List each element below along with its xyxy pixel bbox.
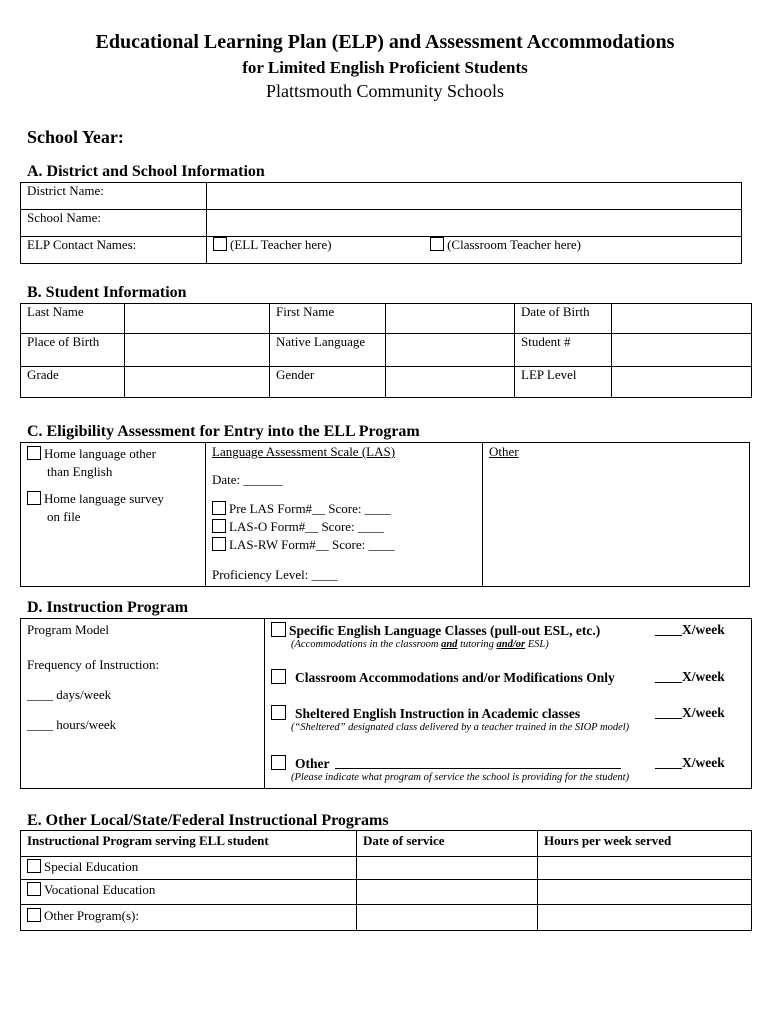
col-date-header: Date of service [357,831,538,857]
option-classroom-accommodations[interactable]: Classroom Accommodations and/or Modifications Only [271,669,615,686]
section-c-table [20,442,750,587]
first-name-label: First Name [270,304,386,334]
special-education-option[interactable]: Special Education [21,857,357,880]
grade-label: Grade [21,367,125,398]
eligibility-criteria-cell [21,443,206,587]
section-b-heading: B. Student Information [27,284,187,301]
ell-teacher-option[interactable]: (ELL Teacher here) [213,237,332,252]
frequency-label: Frequency of Instruction: [27,657,160,672]
las-rw-option[interactable]: LAS-RW Form#__ Score: ____ [212,536,476,554]
district-name-field[interactable] [207,183,742,210]
home-language-survey-line2: on file [47,509,81,524]
checkbox-icon[interactable] [27,446,41,460]
last-name-field[interactable] [125,304,270,334]
checkbox-icon[interactable] [27,859,41,873]
table-row [21,857,752,880]
pre-las-option[interactable]: Pre LAS Form#__ Score: ____ [212,500,476,518]
classroom-teacher-option[interactable]: (Classroom Teacher here) [430,237,581,252]
district-name-label: District Name: [21,183,207,210]
days-per-week: ____ days/week [27,687,112,702]
school-year-label: School Year: [27,127,124,147]
hours-field[interactable] [538,905,752,931]
section-a-table [20,182,742,264]
contact-names-field [207,237,742,264]
checkbox-icon[interactable] [27,882,41,896]
hours-field[interactable] [538,857,752,880]
col-program-header: Instructional Program serving ELL student [21,831,357,857]
option-esl-classes[interactable]: Specific English Language Classes (pull-out ESL, etc.) [271,622,600,639]
document-title: Educational Learning Plan (ELP) and Assessment Accommodations [95,31,675,53]
first-name-field[interactable] [386,304,515,334]
date-field[interactable] [357,880,538,905]
native-language-label: Native Language [270,334,386,367]
gender-label: Gender [270,367,386,398]
date-field[interactable] [357,857,538,880]
section-e-table [20,830,752,931]
program-model-cell [21,619,265,789]
dob-field[interactable] [612,304,752,334]
option-sheltered-english[interactable]: Sheltered English Instruction in Academic classes [271,705,580,722]
las-o-option[interactable]: LAS-O Form#__ Score: ____ [212,518,476,536]
school-name-field[interactable] [207,210,742,237]
other-program-line[interactable] [335,768,621,769]
checkbox-icon[interactable] [212,519,226,533]
section-a-heading: A. District and School Information [27,163,265,180]
home-language-other-option[interactable]: Home language other [27,445,199,463]
date-field[interactable] [357,905,538,931]
esl-frequency: ____X/week [655,622,725,637]
checkbox-icon[interactable] [213,237,227,251]
col-hours-header: Hours per week served [538,831,752,857]
option-other[interactable]: Other [271,755,330,772]
esl-note: (Accommodations in the classroom and tutoring and/or ESL) [291,639,549,650]
las-date: Date: ______ [212,472,283,487]
checkbox-icon[interactable] [271,669,286,684]
document-subtitle: for Limited English Proficient Students [242,58,528,77]
checkbox-icon[interactable] [27,908,41,922]
school-name-label: School Name: [21,210,207,237]
table-header-row [21,831,752,857]
section-e-heading: E. Other Local/State/Federal Instructional Programs [27,812,389,829]
checkbox-icon[interactable] [430,237,444,251]
contact-names-label: ELP Contact Names: [21,237,207,264]
section-b-table [20,303,752,398]
checkbox-icon[interactable] [271,622,286,637]
checkbox-icon[interactable] [27,491,41,505]
other-cell[interactable] [483,443,750,587]
other-label: Other [489,444,519,459]
checkbox-icon[interactable] [212,537,226,551]
checkbox-icon[interactable] [271,705,286,720]
other-frequency: ____X/week [655,755,725,770]
student-number-field[interactable] [612,334,752,367]
place-of-birth-field[interactable] [125,334,270,367]
section-d-table [20,618,752,789]
hours-per-week: ____ hours/week [27,717,117,732]
program-model-label: Program Model [27,622,109,637]
lep-level-label: LEP Level [515,367,612,398]
home-language-survey-option[interactable]: Home language survey [27,490,199,508]
program-options-cell [265,619,752,789]
other-programs-option[interactable]: Other Program(s): [21,905,357,931]
other-note: (Please indicate what program of service the school is providing for the student) [291,772,630,783]
hours-field[interactable] [538,880,752,905]
last-name-label: Last Name [21,304,125,334]
checkbox-icon[interactable] [212,501,226,515]
vocational-education-option[interactable]: Vocational Education [21,880,357,905]
sheltered-note: (“Sheltered” designated class delivered by a teacher trained in the SIOP model) [291,722,630,733]
student-number-label: Student # [515,334,612,367]
place-of-birth-label: Place of Birth [21,334,125,367]
gender-field[interactable] [386,367,515,398]
las-title: Language Assessment Scale (LAS) [212,444,396,459]
table-row [21,880,752,905]
native-language-field[interactable] [386,334,515,367]
table-row [21,905,752,931]
section-d-heading: D. Instruction Program [27,599,189,616]
dob-label: Date of Birth [515,304,612,334]
proficiency-level: Proficiency Level: ____ [212,567,338,582]
sheltered-frequency: ____X/week [655,705,725,720]
home-language-other-line2: than English [47,464,113,479]
las-cell [206,443,483,587]
grade-field[interactable] [125,367,270,398]
checkbox-icon[interactable] [271,755,286,770]
section-c-heading: C. Eligibility Assessment for Entry into the ELL Program [27,423,420,440]
lep-level-field[interactable] [612,367,752,398]
accommodations-frequency: ____X/week [655,669,725,684]
district-name-heading: Plattsmouth Community Schools [265,81,505,101]
